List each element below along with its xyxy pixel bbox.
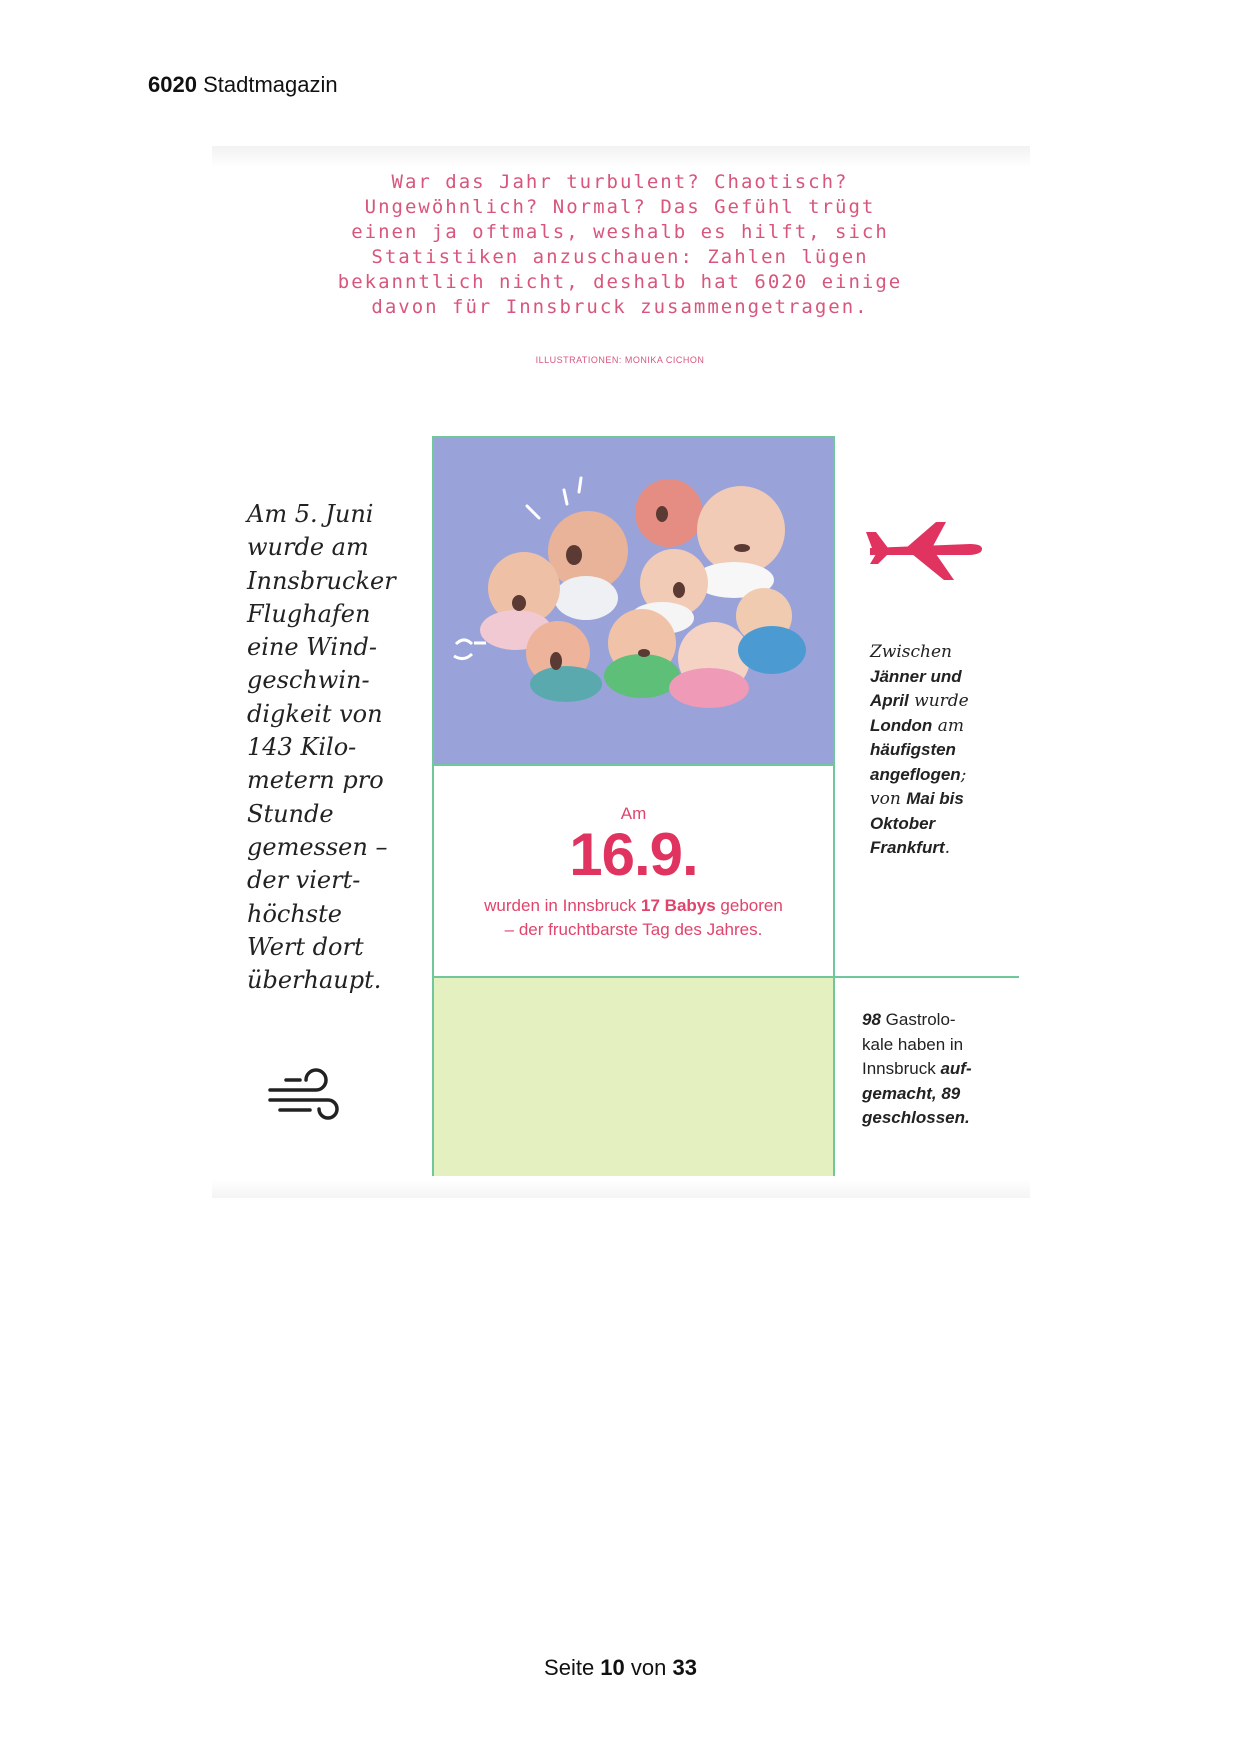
footer-prefix: Seite xyxy=(544,1655,601,1680)
births-caption-line2: – der fruchtbarste Tag des Jahres. xyxy=(504,920,763,939)
page-total: 33 xyxy=(672,1655,697,1680)
babies-illustration-svg xyxy=(434,438,833,764)
footer-middle: von xyxy=(624,1655,673,1680)
intro-line: War das Jahr turbulent? Chaotisch? xyxy=(391,171,849,193)
wind-stat-line: Innsbrucker xyxy=(247,566,396,595)
flight-stat-bold: häufigsten xyxy=(870,740,956,759)
wind-stat-line: Am 5. Juni xyxy=(247,500,374,528)
births-stat xyxy=(434,766,833,976)
births-count: 17 Babys xyxy=(641,896,716,915)
intro-line: Ungewöhnlich? Normal? Das Gefühl trügt xyxy=(364,196,876,218)
wind-icon xyxy=(266,1064,348,1126)
grid-line xyxy=(432,976,1019,978)
flight-stat-bold: Jänner und xyxy=(870,666,962,686)
wind-stat-line: Stunde xyxy=(247,799,334,828)
grid-line xyxy=(833,436,835,1176)
intro-line: bekanntlich nicht, deshalb hat 6020 einige xyxy=(337,271,903,293)
gastro-stat xyxy=(862,1008,1012,1131)
wind-stat-line: eine Wind- xyxy=(247,633,378,662)
cry-marks xyxy=(527,478,581,518)
wind-stat-line: höchste xyxy=(247,899,342,928)
gastro-opened-count: 98 xyxy=(862,1010,881,1029)
wind-stat-line: der viert- xyxy=(247,866,361,895)
brand-name: Stadtmagazin xyxy=(203,72,338,97)
wind-stat-line: digkeit von xyxy=(247,699,383,728)
wind-stat-line: geschwin- xyxy=(247,666,370,695)
flight-stat-bold: April xyxy=(870,691,909,710)
wind-stat-line: Flughafen xyxy=(247,599,371,628)
intro-line: einen ja oftmals, weshalb es hilft, sich xyxy=(351,221,889,243)
births-date: 16.9. xyxy=(569,821,698,888)
wind-stat xyxy=(247,498,417,997)
flight-stat-bold: Frankfurt xyxy=(870,838,945,857)
intro-line: Statistiken anzuschauen: Zahlen lügen xyxy=(371,246,869,268)
flight-stat-text: am xyxy=(932,715,964,736)
green-panel xyxy=(434,978,833,1176)
wind-stat-line: überhaupt. xyxy=(247,966,382,995)
grid-line xyxy=(432,436,835,438)
intro-line: davon für Innsbruck zusammengetragen. xyxy=(371,296,869,318)
intro-paragraph xyxy=(330,170,910,320)
flight-stat xyxy=(870,640,1020,861)
flight-stat-text: . xyxy=(944,838,951,858)
page-number: 10 xyxy=(600,1655,625,1680)
grid-line xyxy=(432,436,434,1176)
births-caption xyxy=(434,894,833,942)
births-caption-b: geboren xyxy=(715,896,783,915)
scan-shade-bottom xyxy=(212,1180,1030,1198)
brand-number: 6020 xyxy=(148,72,197,97)
flight-stat-bold: Mai bis xyxy=(906,789,964,808)
wind-stat-line: gemessen – xyxy=(247,832,388,861)
flight-stat-bold: Oktober xyxy=(870,813,936,833)
page-header xyxy=(148,72,338,98)
illustration-credit: ILLUSTRATIONEN: MONIKA CICHON xyxy=(535,355,705,365)
baby-heads xyxy=(480,479,806,708)
gastro-bold: geschlossen. xyxy=(862,1108,970,1127)
babies-illustration xyxy=(434,438,833,764)
wind-swirl-small xyxy=(454,640,486,659)
flight-stat-text: von xyxy=(870,789,907,809)
gastro-bold: gemacht, 89 xyxy=(862,1083,961,1103)
airplane-icon xyxy=(866,522,986,582)
flight-stat-bold: angeflogen xyxy=(870,764,961,784)
grid-line xyxy=(432,764,835,766)
gastro-text: Innsbruck xyxy=(862,1059,941,1078)
births-prefix: Am xyxy=(620,804,647,823)
flight-stat-text: wurde xyxy=(908,691,969,711)
gastro-bold: auf- xyxy=(940,1059,972,1078)
gastro-text: kale haben in xyxy=(862,1034,964,1054)
flight-stat-text: ; xyxy=(960,764,967,785)
gastro-text: Gastrolo- xyxy=(880,1010,956,1029)
flight-stat-bold: London xyxy=(870,715,933,735)
page-footer xyxy=(0,1655,1241,1681)
wind-stat-line: Wert dort xyxy=(247,932,364,961)
wind-stat-line: 143 Kilo- xyxy=(247,733,357,762)
wind-stat-line: metern pro xyxy=(247,766,384,795)
births-caption-a: wurden in Innsbruck xyxy=(484,896,642,915)
wind-stat-line: wurde am xyxy=(247,533,369,562)
scan-shade-top xyxy=(212,146,1030,168)
flight-stat-text: Zwischen xyxy=(870,642,953,662)
